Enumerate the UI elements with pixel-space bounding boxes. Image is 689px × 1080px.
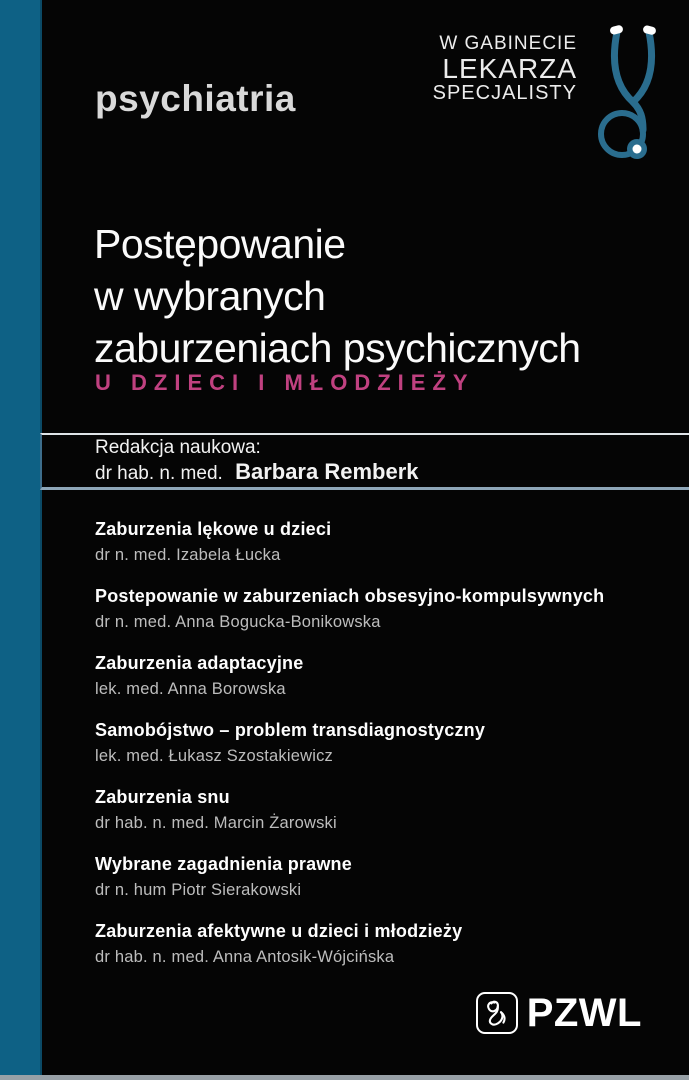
title-line-2: w wybranych: [94, 273, 326, 319]
chapter-author: dr n. med. Izabela Łucka: [95, 546, 281, 564]
pzwl-snake-icon: [481, 997, 513, 1029]
book-subtitle: U DZIECI I MŁODZIEŻY: [95, 370, 475, 395]
publisher-name: PZWL: [526, 991, 642, 1035]
chapter-author: dr n. med. Anna Bogucka-Bonikowska: [95, 613, 381, 631]
chapter-item: [95, 720, 659, 766]
chapter-author: dr n. hum Piotr Sierakowski: [95, 881, 302, 899]
chapter-item: [95, 921, 659, 967]
editor-label: Redakcja naukowa:: [95, 437, 261, 458]
series-line-3: SPECJALISTY: [432, 81, 577, 104]
publisher-logo: [476, 992, 642, 1034]
chapter-title: Zaburzenia adaptacyjne: [95, 653, 304, 673]
series-title: [433, 34, 577, 104]
book-title: [94, 218, 654, 374]
chapter-title: Zaburzenia afektywne u dzieci i młodzieży: [95, 921, 463, 941]
chapter-item: [95, 586, 659, 632]
chapter-title: Zaburzenia snu: [95, 787, 230, 807]
pzwl-logo-box: [476, 992, 518, 1034]
title-line-1: Postępowanie: [94, 221, 346, 267]
chapter-title: Postepowanie w zaburzeniach obsesyjno-kompulsywnych: [95, 586, 605, 606]
chapter-author: dr hab. n. med. Anna Antosik-Wójcińska: [95, 948, 395, 966]
chapter-item: [95, 854, 659, 900]
chapter-item: [95, 653, 659, 699]
chapter-author: lek. med. Anna Borowska: [95, 680, 286, 698]
chapter-title: Wybrane zagadnienia prawne: [95, 854, 352, 874]
editor-degree: dr hab. n. med.: [95, 463, 223, 484]
chapter-title: Samobójstwo – problem transdiagnostyczny: [95, 720, 486, 740]
editor-panel: [40, 433, 689, 490]
chapter-list: [95, 519, 659, 967]
chapter-item: [95, 519, 659, 565]
series-badge: [389, 0, 689, 180]
title-line-3: zaburzeniach psychicznych: [94, 325, 581, 371]
series-line-1: W GABINECIE: [439, 33, 577, 54]
left-accent-stripe: [0, 0, 42, 1080]
editor-name: Barbara Remberk: [235, 459, 419, 484]
stethoscope-icon: [589, 22, 677, 164]
category-label: psychiatria: [95, 78, 296, 119]
chapter-author: lek. med. Łukasz Szostakiewicz: [95, 747, 334, 765]
series-line-2: LEKARZA: [442, 52, 577, 84]
chapter-author: dr hab. n. med. Marcin Żarowski: [95, 814, 337, 832]
bottom-edge: [0, 1075, 689, 1080]
chapter-item: [95, 787, 659, 833]
chapter-title: Zaburzenia lękowe u dzieci: [95, 519, 332, 539]
editor-name-line: [95, 459, 689, 486]
